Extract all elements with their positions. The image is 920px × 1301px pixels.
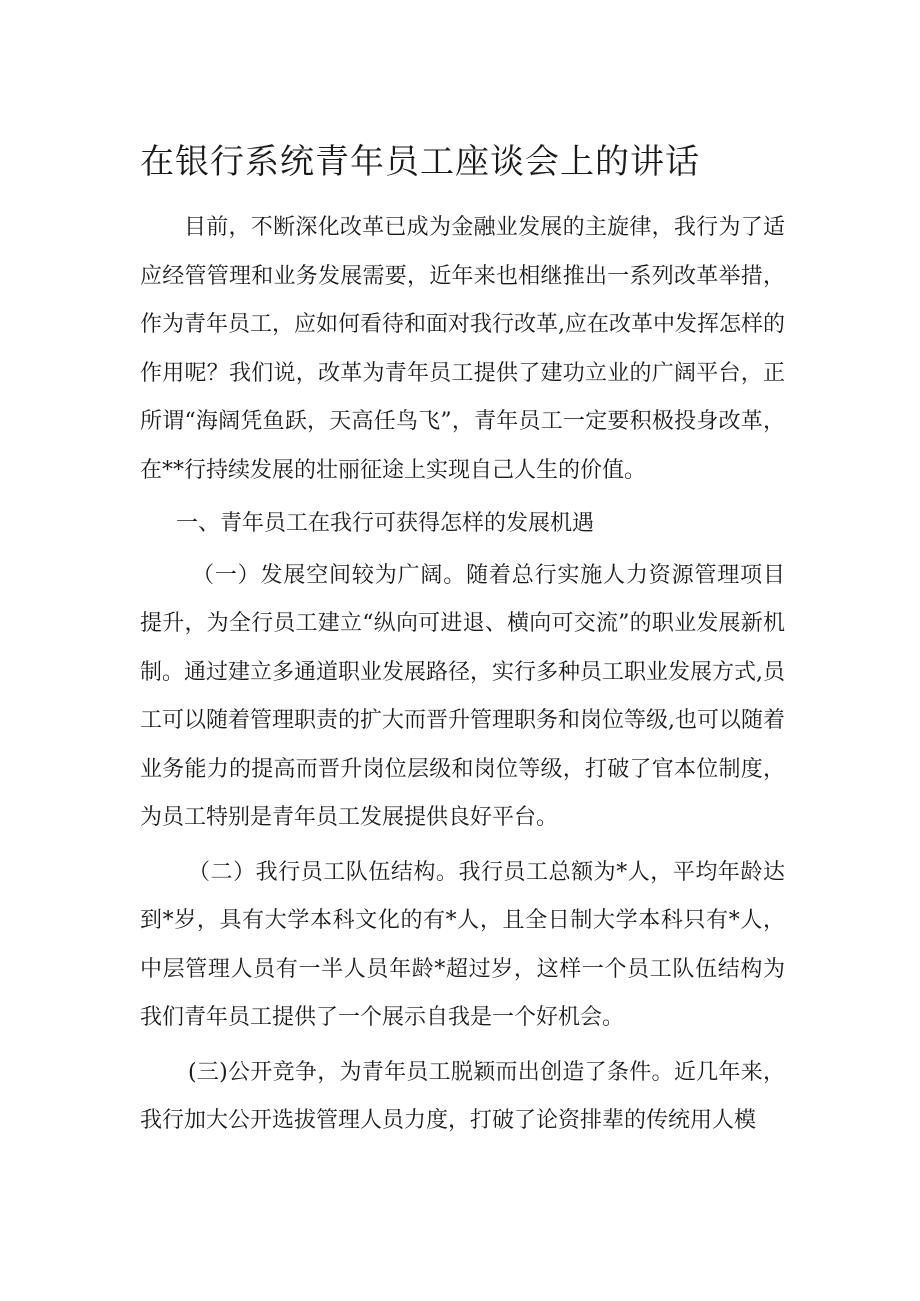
subsection-paragraph-2: （二）我行员工队伍结构。我行员工总额为*人，平均年龄达到*岁，具有大学本科文化的有*人，且全日制大学本科只有*人，中层管理人员有一半人员年龄*超过岁，这样一个员工队伍结构为我们青年员工提供了一个展示自我是一个好机会。 (140, 859, 785, 1030)
subsection-paragraph-3: (三)公开竞争，为青年员工脱颖而出创造了条件。近几年来，我行加大公开选拔管理人员力度，打破了论资排辈的传统用人模 (140, 1059, 785, 1133)
subsection-paragraph-1: （一）发展空间较为广阔。随着总行实施人力资源管理项目提升，为全行员工建立“纵向可进退、横向可交流”的职业发展新机制。通过建立多通道职业发展路径，实行多种员工职业发展方式,员工可以随着管理职责的扩大而晋升管理职务和岗位等级,也可以随着业务能力的提高而晋升岗位层级和岗位等级，打破了官本位制度，为员工特别是青年员工发展提供良好平台。 (140, 562, 785, 830)
section-heading-1: 一、青年员工在我行可获得怎样的发展机遇 (176, 511, 595, 536)
intro-paragraph: 目前，不断深化改革已成为金融业发展的主旋律，我行为了适应经管管理和业务发展需要，近年来也相继推出一系列改革举措，作为青年员工，应如何看待和面对我行改革,应在改革中发挥怎样的作用呢？我们说，改革为青年员工提供了建功立业的广阔平台，正所谓“海阔凭鱼跃，天高任鸟飞”，青年员工一定要积极投身改革，在**行持续发展的壮丽征途上实现自己人生的价值。 (140, 215, 785, 483)
document-title: 在银行系统青年员工座谈会上的讲话 (140, 142, 700, 182)
document-body (140, 204, 785, 1146)
